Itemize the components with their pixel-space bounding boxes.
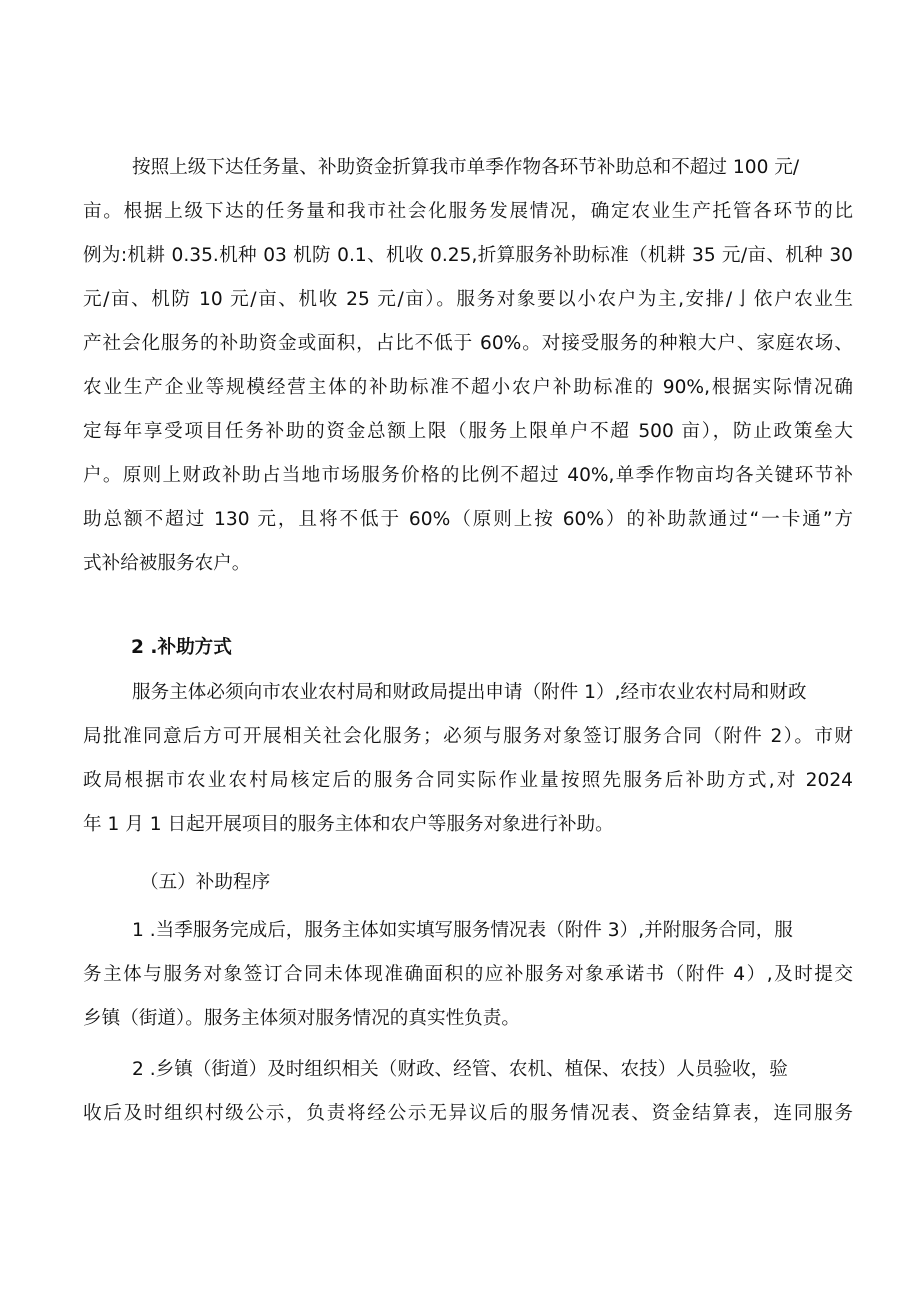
- text-line: 户。原则上财政补助占当地市场服务价格的比例不超过 40%,单季作物亩均各关键环节补: [83, 465, 853, 486]
- text-line: 产社会化服务的补助资金或面积，占比不低于 60%。对接受服务的种粮大户、家庭农场、: [83, 333, 853, 354]
- text-line: 元/亩、机防 10 元/亩、机收 25 元/亩）。服务对象要以小农户为主,安排/亅依户农业生: [83, 289, 853, 310]
- text-line: 局批准同意后方可开展相关社会化服务；必须与服务对象签订服务合同（附件 2）。市财: [83, 726, 853, 747]
- text-line: 年 1 月 1 日起开展项目的服务主体和农户等服务对象进行补助。: [83, 814, 614, 835]
- text-line: 亩。根据上级下达的任务量和我市社会化服务发展情况，确定农业生产托管各环节的比: [83, 201, 853, 222]
- text-line: 定每年享受项目任务补助的资金总额上限（服务上限单户不超 500 亩），防止政策垒大: [83, 421, 853, 442]
- section-heading-subsidy-procedure: （五）补助程序: [140, 872, 271, 893]
- text-line: 服务主体必须向市农业农村局和财政局提出申请（附件 1）,经市农业农村局和财政: [132, 682, 807, 703]
- text-line: 农业生产企业等规模经营主体的补助标准不超小农户补助标准的 90%,根据实际情况确: [83, 377, 853, 398]
- text-line: 式补给被服务农户。: [83, 553, 251, 574]
- text-line: 收后及时组织村级公示，负责将经公示无异议后的服务情况表、资金结算表，连同服务: [83, 1103, 853, 1124]
- text-line: 乡镇（街道）。服务主体须对服务情况的真实性负责。: [83, 1008, 520, 1029]
- text-line: 按照上级下达任务量、补助资金折算我市单季作物各环节补助总和不超过 100 元/: [132, 157, 800, 178]
- text-line: 例为:机耕 0.35.机种 03 机防 0.1、机收 0.25,折算服务补助标准（机耕 35 元/亩、机种 30: [83, 245, 853, 266]
- text-line: 2 .乡镇（街道）及时组织相关（财政、经管、农机、植保、农技）人员验收，验: [132, 1059, 788, 1080]
- text-line: 1 .当季服务完成后，服务主体如实填写服务情况表（附件 3）,并附服务合同，服: [132, 920, 793, 941]
- text-line: 助总额不超过 130 元，且将不低于 60%（原则上按 60%）的补助款通过“一卡通”方: [83, 509, 853, 530]
- text-line: 政局根据市农业农村局核定后的服务合同实际作业量按照先服务后补助方式,对 2024: [83, 770, 853, 791]
- section-heading-subsidy-method: 2 .补助方式: [131, 637, 232, 658]
- text-line: 务主体与服务对象签订合同未体现准确面积的应补服务对象承诺书（附件 4）,及时提交: [83, 964, 853, 985]
